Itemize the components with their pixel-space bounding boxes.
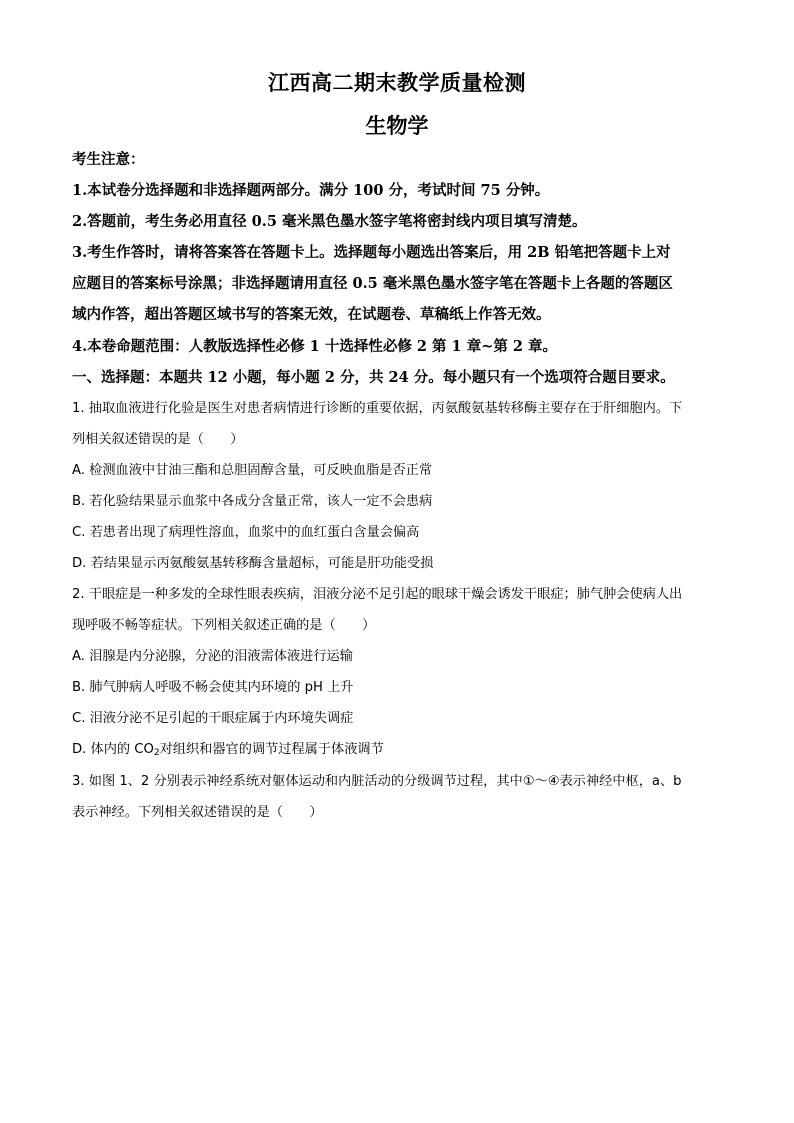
question-3-stem-line-1: 3. 如图 1、2 分别表示神经系统对躯体运动和内脏活动的分级调节过程，其中①～④表示神经中枢，a、b bbox=[72, 774, 682, 789]
question-3-stem-line-2: 表示神经。下列相关叙述错误的是（ ） bbox=[72, 805, 323, 820]
question-2-option-a: A. 泪腺是内分泌腺，分泌的泪液需体液进行运输 bbox=[72, 649, 353, 664]
question-1-stem-line-2: 列相关叙述错误的是（ ） bbox=[72, 432, 244, 447]
question-1-option-a: A. 检测血液中甘油三酯和总胆固醇含量，可反映血脂是否正常 bbox=[72, 463, 433, 478]
co2-subscript: 2 bbox=[153, 748, 160, 758]
subject-title: 生物学 bbox=[365, 113, 429, 138]
notice-item-3-line-3: 域内作答，超出答题区域书写的答案无效，在试题卷、草稿纸上作答无效。 bbox=[72, 306, 551, 323]
notice-heading: 考生注意： bbox=[72, 151, 145, 168]
page-title: 江西高二期末教学质量检测 bbox=[268, 70, 526, 95]
section-1-heading: 一、选择题：本题共 12 小题，每小题 2 分，共 24 分。每小题只有一个选项符合题目要求。 bbox=[72, 369, 675, 386]
question-2-stem-line-1: 2. 干眼症是一种多发的全球性眼表疾病，泪液分泌不足引起的眼球干燥会诱发干眼症；肺气肿会使病人出 bbox=[72, 587, 683, 602]
question-2-option-d-suffix: 对组织和器官的调节过程属于体液调节 bbox=[159, 742, 384, 757]
question-2-option-c: C. 泪液分泌不足引起的干眼症属于内环境失调症 bbox=[72, 711, 354, 726]
question-1-option-d: D. 若结果显示丙氨酸氨基转移酶含量超标，可能是肝功能受损 bbox=[72, 556, 434, 571]
question-1-stem-line-1: 1. 抽取血液进行化验是医生对患者病情进行诊断的重要依据，丙氨酸氨基转移酶主要存在于肝细胞内。下 bbox=[72, 401, 683, 416]
notice-item-3-line-1: 3.考生作答时，请将答案答在答题卡上。选择题每小题选出答案后，用 2B 铅笔把答题卡上对 bbox=[72, 244, 671, 261]
question-1-option-c: C. 若患者出现了病理性溶血，血浆中的血红蛋白含量会偏高 bbox=[72, 525, 420, 540]
question-2-stem-line-2: 现呼吸不畅等症状。下列相关叙述正确的是（ ） bbox=[72, 618, 376, 633]
notice-item-2: 2.答题前，考生务必用直径 0.5 毫米黑色墨水签字笔将密封线内项目填写清楚。 bbox=[72, 213, 587, 230]
notice-item-3-line-2: 应题目的答案标号涂黑；非选择题请用直径 0.5 毫米黑色墨水签字笔在答题卡上各题的答题区 bbox=[72, 275, 673, 292]
notice-item-4: 4.本卷命题范围：人教版选择性必修 1 十选择性必修 2 第 1 章~第 2 章。 bbox=[72, 338, 558, 355]
notice-item-1: 1.本试卷分选择题和非选择题两部分。满分 100 分，考试时间 75 分钟。 bbox=[72, 182, 550, 199]
question-1-option-b: B. 若化验结果显示血浆中各成分含量正常，该人一定不会患病 bbox=[72, 494, 433, 509]
question-2-option-b: B. 肺气肿病人呼吸不畅会使其内环境的 pH 上升 bbox=[72, 680, 354, 695]
question-2-option-d-prefix: D. 体内的 CO bbox=[72, 742, 154, 757]
question-2-option-d bbox=[72, 740, 728, 763]
